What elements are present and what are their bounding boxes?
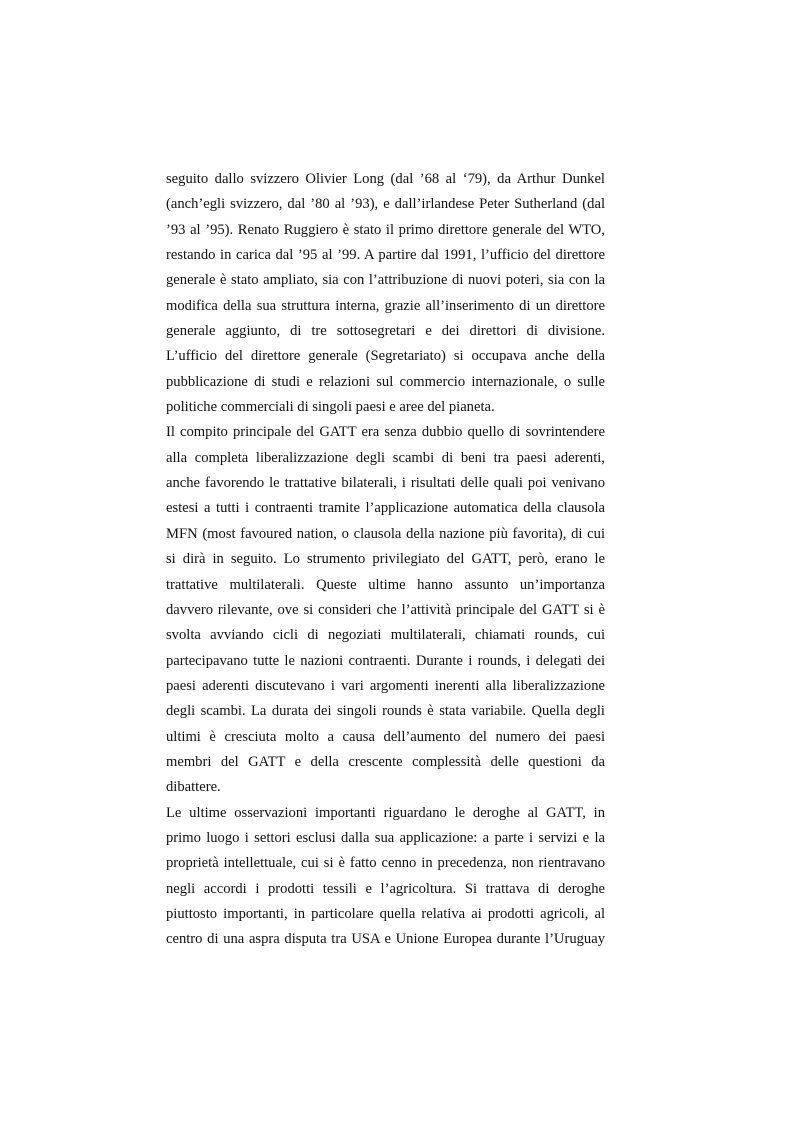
paragraph-gatt-task (166, 420, 605, 800)
text-line: partecipavano tutte le nazioni contraenti. Durante i rounds, i delegati dei (166, 652, 605, 669)
text-line: Le ultime osservazioni importanti riguardano le deroghe al GATT, in (166, 804, 605, 821)
text-line: negli accordi i prodotti tessili e l’agricoltura. Si trattava di deroghe (166, 880, 605, 897)
text-line: piuttosto importanti, in particolare quella relativa ai prodotti agricoli, al (166, 905, 605, 922)
text-line: centro di una aspra disputa tra USA e Unione Europea durante l’Uruguay (166, 931, 605, 948)
text-line: membri del GATT e della crescente complessità delle questioni da (166, 753, 605, 770)
text-line: L’ufficio del direttore generale (Segretariato) si occupava anche della (166, 348, 605, 365)
text-line: generale è stato ampliato, sia con l’attribuzione di nuovi poteri, sia con la (166, 272, 605, 289)
text-line: dibattere. (166, 779, 221, 796)
text-line: degli scambi. La durata dei singoli rounds è stata variabile. Quella degli (166, 703, 605, 720)
text-line: Il compito principale del GATT era senza dubbio quello di sovrintendere (166, 424, 605, 441)
text-line: modifica della sua struttura interna, grazie all’inserimento di un direttore (166, 297, 605, 314)
text-line: primo luogo i settori esclusi dalla sua applicazione: a parte i servizi e la (166, 829, 605, 846)
text-line: ’93 al ’95). Renato Ruggiero è stato il primo direttore generale del WTO, (166, 221, 605, 238)
text-line: pubblicazione di studi e relazioni sul commercio internazionale, o sulle (166, 373, 605, 390)
text-line: estesi a tutti i contraenti tramite l’applicazione automatica della clausola (166, 500, 605, 517)
text-line: proprietà intellettuale, cui si è fatto cenno in precedenza, non rientravano (166, 855, 605, 872)
text-line: ultimi è cresciuta molto a causa dell’aumento del numero dei paesi (166, 728, 605, 745)
text-line: svolta avviando cicli di negoziati multilaterali, chiamati rounds, cui (166, 627, 605, 644)
body-text (166, 167, 605, 953)
text-line: trattative multilaterali. Queste ultime hanno assunto un’importanza (166, 576, 605, 593)
paragraph-director-general (166, 167, 605, 420)
text-line: anche favorendo le trattative bilaterali, i risultati delle quali poi venivano (166, 475, 605, 492)
text-line: si dirà in seguito. Lo strumento privilegiato del GATT, però, erano le (166, 551, 605, 568)
text-line: restando in carica dal ’95 al ’99. A partire dal 1991, l’ufficio del direttore (166, 247, 605, 264)
paragraph-gatt-exceptions (166, 801, 605, 953)
text-line: MFN (most favoured nation, o clausola della nazione più favorita), di cui (166, 525, 605, 542)
text-line: generale aggiunto, di tre sottosegretari e dei direttori di divisione. (166, 323, 605, 340)
text-line: seguito dallo svizzero Olivier Long (dal ’68 al ‘79), da Arthur Dunkel (166, 171, 605, 187)
text-line: paesi aderenti discutevano i vari argomenti inerenti alla liberalizzazione (166, 677, 605, 694)
text-line: alla completa liberalizzazione degli scambi di beni tra paesi aderenti, (166, 449, 605, 466)
text-line: davvero rilevante, ove si consideri che l’attività principale del GATT si è (166, 601, 605, 618)
text-line: (anch’egli svizzero, dal ’80 al ’93), e dall’irlandese Peter Sutherland (dal (166, 196, 605, 213)
text-line: politiche commerciali di singoli paesi e aree del pianeta. (166, 399, 495, 416)
